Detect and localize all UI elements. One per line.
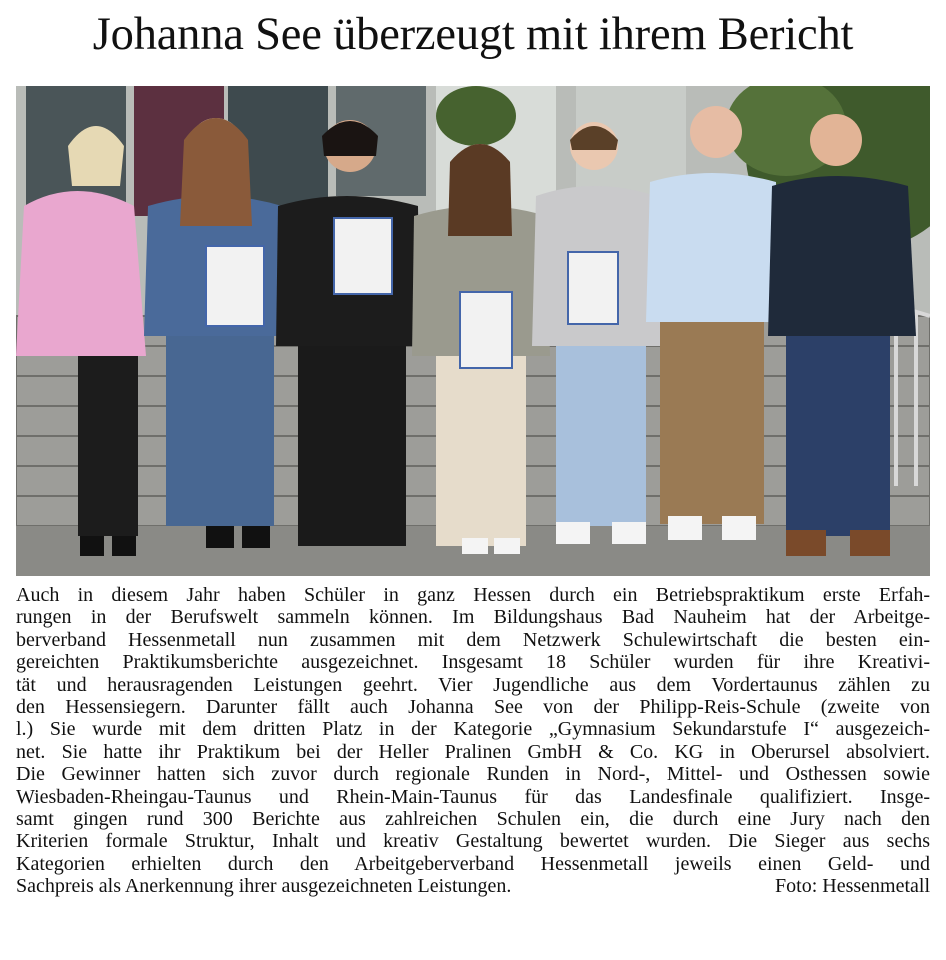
article-line: net. Sie hatte ihr Praktikum bei der Heller Pralinen GmbH & Co. KG in Oberursel absolviert. — [16, 740, 930, 763]
article-line: gereichten Praktikumsberichte ausgezeichnet. Insgesamt 18 Schüler wurden für ihre Kreativi- — [16, 651, 930, 674]
article-line: samt gingen rund 300 Berichte aus zahlreichen Schulen ein, die durch eine Jury nach den — [16, 807, 930, 830]
group-photo-icon — [16, 86, 930, 576]
article-body — [16, 584, 930, 897]
article-line: berverband Hessenmetall nun zusammen mit dem Netzwerk Schulewirtschaft die besten ein- — [16, 628, 930, 651]
article-line-end: Sachpreis als Anerkennung ihrer ausgezeichneten Leistungen. — [16, 875, 512, 898]
headline: Johanna See überzeugt mit ihrem Bericht — [92, 9, 854, 60]
article-line: rungen in der Berufswelt sammeln können. Im Bildungshaus Bad Nauheim hat der Arbeitge- — [16, 606, 930, 629]
article-line: l.) Sie wurde mit dem dritten Platz in der Kategorie „Gymnasium Sekundarstufe I“ ausgezeich- — [16, 718, 930, 741]
photo-credit: Foto: Hessenmetall — [775, 875, 930, 898]
article-line: den Hessensiegern. Darunter fällt auch Johanna See von der Philipp-Reis-Schule (zweite von — [16, 695, 930, 718]
article-line: Kategorien erhielten durch den Arbeitgeberverband Hessenmetall jeweils einen Geld- und — [16, 852, 930, 875]
article-line: Auch in diesem Jahr haben Schüler in ganz Hessen durch ein Betriebspraktikum erste Erfah- — [16, 584, 930, 606]
article-last-line — [16, 875, 930, 897]
article-line: Wiesbaden-Rheingau-Taunus und Rhein-Main-Taunus für das Landesfinale qualifiziert. Insge- — [16, 785, 930, 808]
group-photo — [16, 86, 930, 576]
article-line: tät und herausragenden Leistungen geehrt. Vier Jugendliche aus dem Vordertaunus zählen zu — [16, 673, 930, 696]
article-line: Kriterien formale Struktur, Inhalt und kreativ Gestaltung bewertet wurden. Die Sieger aus sechs — [16, 830, 930, 853]
article-line: Die Gewinner hatten sich zuvor durch regionale Runden in Nord-, Mittel- und Osthessen sowie — [16, 763, 930, 786]
